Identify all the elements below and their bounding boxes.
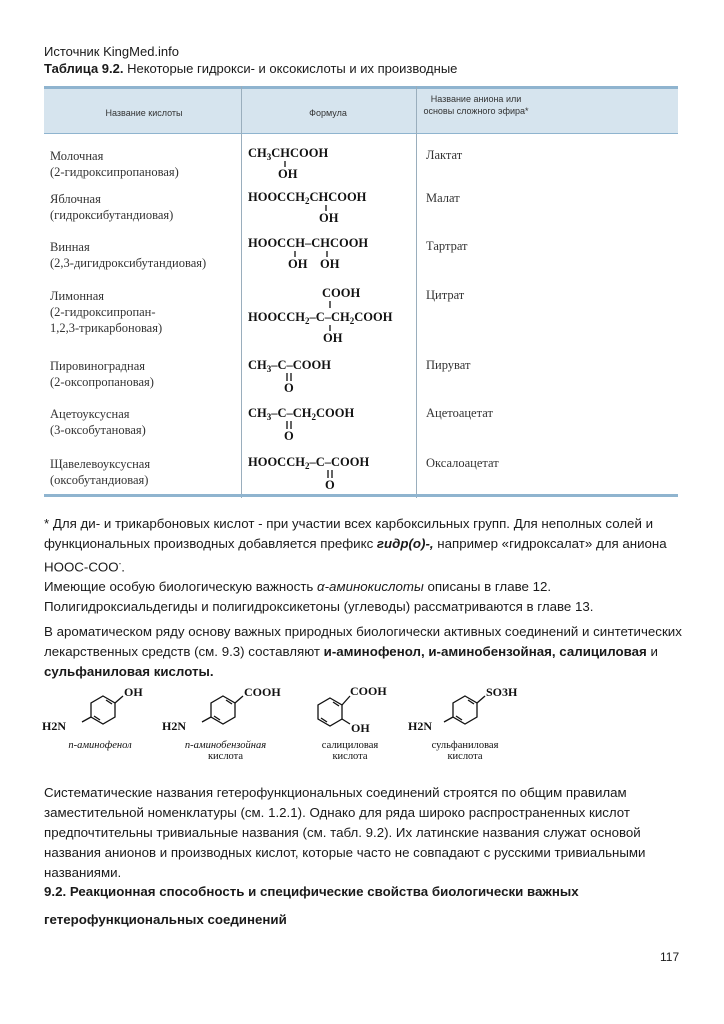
- source-label: Источник KingMed.info: [44, 44, 179, 59]
- svg-text:OH: OH: [351, 721, 370, 735]
- row-name: Винная (2,3-дигидроксибутандиовая): [50, 240, 207, 270]
- svg-text:COOH: COOH: [244, 685, 281, 699]
- svg-text:O: O: [284, 429, 294, 443]
- svg-text:HOOCCH2CHCOOH: $HOOCCH_2CHCOOH$: [248, 190, 367, 206]
- row-name: Яблочная (гидроксибутандиовая): [50, 192, 174, 222]
- header-anion: Название аниона или основы сложного эфира*: [423, 94, 529, 116]
- row-name: Щавелевоуксусная (оксобутандиовая): [50, 457, 151, 487]
- table-title-label: Таблица 9.2.: [44, 61, 124, 76]
- footnote: * Для ди- и трикарбоновых кислот - при участии всех карбоксильных групп. Для неполных солей и функциональных производных добавляется префикс гидр(о)-, например «гидроксалат» для аниона HOOC-COO-.: [44, 516, 667, 575]
- svg-text:OH: OH: [319, 211, 339, 225]
- svg-text:HOOCCH–CHCOOH: HOOCCH–CHCOOH: [248, 236, 369, 250]
- structure-aminobenzoic: [160, 684, 290, 739]
- formula-tartaric: [248, 234, 418, 274]
- svg-text:HOOCCH2–C–CH2COOH: $HOOCCH_2-C-CH_2COOH$: [248, 310, 393, 326]
- row-anion: Ацетоацетат: [426, 406, 493, 420]
- formula-oxaloacetic: [248, 453, 418, 493]
- section-heading-line2: гетерофункциональных соединений: [44, 912, 287, 927]
- paragraph-nomenclature: Систематические названия гетерофункциональных соединений строятся по общим правилам заместительной номенклатуры (см. 1.2.1). Однако для ряда широко распространенных кислот предпочтительны тривиальные названия (см. табл. 9.2). Их латинские названия служат основой названия анионов и производных кислот, которые часто не совпадают с русскими тривиальными названиями.: [44, 785, 646, 880]
- caption-sulfanilic: сульфаниловая кислота: [431, 740, 499, 762]
- header-formula: Формула: [309, 108, 347, 118]
- row-name: Пировиноградная (2-оксопропановая): [50, 359, 154, 389]
- section-heading-line1: 9.2. Реакционная способность и специфические свойства биологически важных: [44, 884, 579, 899]
- acids-table: [44, 86, 678, 498]
- svg-text:OH: OH: [320, 257, 340, 271]
- structure-sulfanilic: [408, 684, 538, 739]
- row-name: Молочная (2-гидроксипропановая): [50, 149, 179, 179]
- row-anion: Тартрат: [426, 239, 468, 253]
- svg-text:OH: OH: [278, 167, 298, 181]
- svg-text:CH3–C–CH2COOH: $CH_3-C-CH_2COOH$: [248, 406, 355, 422]
- svg-text:CH3CHCOOH: $CH_3CHCOOH$: [248, 146, 329, 162]
- row-anion: Цитрат: [426, 288, 465, 302]
- svg-text:COOH: COOH: [350, 684, 387, 698]
- caption-salicylic: салициловая кислота: [321, 740, 379, 762]
- structure-aminophenol: [40, 684, 152, 739]
- formula-malic: [248, 188, 418, 228]
- row-anion: Оксалоацетат: [426, 456, 499, 470]
- row-name: Ацетоуксусная (3-оксобутановая): [50, 407, 146, 437]
- svg-text:H2N: H2N: [42, 719, 66, 733]
- formula-citric: [248, 284, 418, 350]
- page-number: 117: [660, 950, 680, 964]
- svg-text:OH: OH: [288, 257, 308, 271]
- svg-text:O: O: [325, 478, 335, 492]
- caption-aminobenzoic: п-аминобензойная кислота: [184, 740, 267, 762]
- table-title: [44, 61, 457, 76]
- formula-lactic: [248, 144, 418, 184]
- table-bottom-rule: [44, 494, 678, 497]
- row-anion: Пируват: [426, 358, 471, 372]
- formula-pyruvic: [248, 356, 418, 396]
- svg-text:COOH: COOH: [322, 286, 361, 300]
- svg-text:OH: OH: [124, 685, 143, 699]
- structure-salicylic: [300, 684, 400, 739]
- paragraph-aromatic: В ароматическом ряду основу важных природных биологически активных соединений и синтетических лекарственных средств (см. 9.3) составляют и-аминофенол, и-аминобензойная, салициловая и сульфаниловая кислоты.: [44, 624, 682, 679]
- svg-text:H2N: H2N: [162, 719, 186, 733]
- header-name: Название кислоты: [105, 108, 183, 118]
- svg-text:HOOCCH2–C–COOH: $HOOCCH_2-C$–COOH: [248, 455, 370, 471]
- table-title-text: Некоторые гидрокси- и оксокислоты и их производные: [123, 61, 458, 76]
- svg-text:O: O: [284, 381, 294, 395]
- svg-text:SO3H: SO3H: [486, 685, 518, 699]
- row-name: Лимонная (2-гидроксипропан- 1,2,3-трикарбоновая): [50, 289, 163, 335]
- caption-aminophenol: п-аминофенол: [68, 740, 132, 751]
- row-anion: Лактат: [426, 148, 463, 162]
- svg-text:OH: OH: [323, 331, 343, 345]
- formula-acetoacetic: [248, 404, 418, 444]
- table-header: [44, 86, 678, 134]
- row-anion: Малат: [426, 191, 460, 205]
- svg-text:H2N: H2N: [408, 719, 432, 733]
- column-divider: [241, 86, 242, 498]
- svg-text:CH3–C–COOH: $CH_3-C$–COOH: [248, 358, 331, 374]
- paragraph-aminoacids: Имеющие особую биологическую важность α-аминокислоты описаны в главе 12. Полигидроксиальдегиды и полигидроксикетоны (углеводы) рассматриваются в главе 13.: [44, 579, 594, 614]
